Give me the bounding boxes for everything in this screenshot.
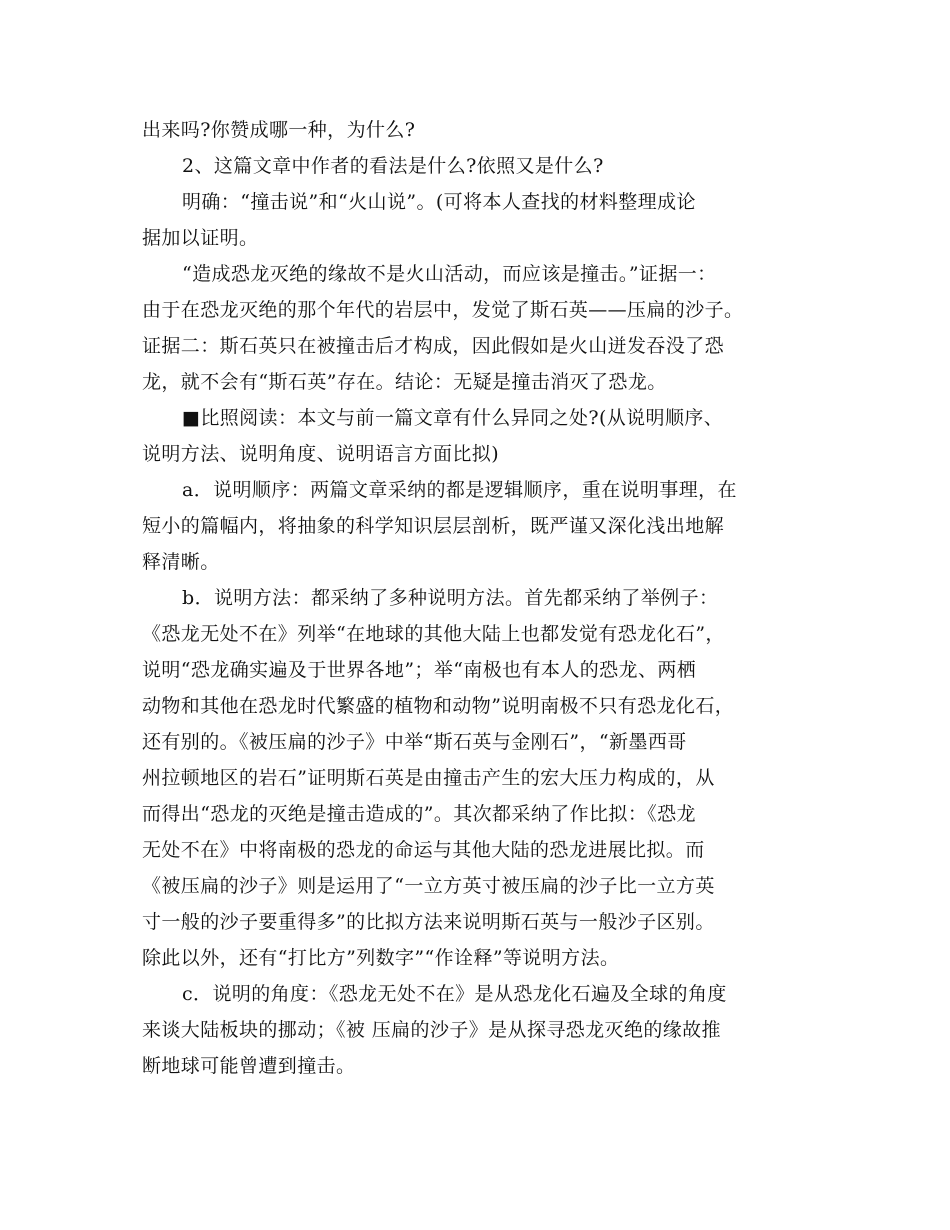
text-line: “造成恐龙灭绝的缘故不是火山活动，而应该是撞击。”证据一： (182, 263, 717, 285)
text-line: b．说明方法：都采纳了多种说明方法。首先都采纳了举例子： (182, 587, 719, 609)
text-line: 《被压扁的沙子》则是运用了“一立方英寸被压扁的沙子比一立方英 (142, 875, 715, 897)
text-line: 据加以证明。 (142, 227, 259, 249)
text-line: 断地球可能曾遭到撞击。 (142, 1055, 356, 1077)
text-line: 释清晰。 (142, 551, 220, 573)
text-line: 州拉顿地区的岩石”证明斯石英是由撞击产生的宏大压力构成的，从 (142, 767, 715, 789)
text-line: 由于在恐龙灭绝的那个年代的岩层中，发觉了斯石英——压扁的沙子。 (142, 299, 744, 321)
text-line: 《恐龙无处不在》列举“在地球的其他大陆上也都发觉有恐龙化石”， (142, 623, 725, 645)
text-line: 短小的篇幅内，将抽象的科学知识层层剖析，既严谨又深化浅出地解 (142, 515, 725, 537)
text-line: 寸一般的沙子要重得多”的比拟方法来说明斯石英与一般沙子区别。 (142, 911, 715, 933)
text-line: 说明方法、说明角度、说明语言方面比拟) (142, 443, 500, 465)
text-line: ■比照阅读：本文与前一篇文章有什么异同之处?(从说明顺序、 (182, 407, 724, 429)
text-line: 龙，就不会有“斯石英”存在。结论：无疑是撞击消灭了恐龙。 (142, 371, 667, 393)
text-line: 无处不在》中将南极的恐龙的命运与其他大陆的恐龙进展比拟。而 (142, 839, 705, 861)
document-body (142, 112, 822, 1084)
text-line: 说明“恐龙确实遍及于世界各地”；举“南极也有本人的恐龙、两栖 (142, 659, 697, 681)
text-line: 来谈大陆板块的挪动；《被 压扁的沙子》是从探寻恐龙灭绝的缘故推 (142, 1019, 721, 1041)
text-line: 出来吗?你赞成哪一种，为什么? (142, 119, 416, 141)
text-line: a．说明顺序：两篇文章采纳的都是逻辑顺序，重在说明事理，在 (182, 479, 737, 501)
text-line: c．说明的角度：《恐龙无处不在》是从恐龙化石遍及全球的角度 (182, 983, 727, 1005)
text-line: 2、这篇文章中作者的看法是什么?依照又是什么? (182, 155, 604, 177)
text-line: 除此以外，还有“打比方”列数字”“作诠释”等说明方法。 (142, 947, 620, 969)
text-line: 证据二：斯石英只在被撞击后才构成，因此假如是火山迸发吞没了恐 (142, 335, 725, 357)
text-line: 而得出“恐龙的灭绝是撞击造成的”。其次都采纳了作比拟：《恐龙 (142, 803, 696, 825)
text-line: 动物和其他在恐龙时代繁盛的植物和动物”说明南极不只有恐龙化石， (142, 695, 735, 717)
text-line: 明确：“撞击说”和“火山说”。(可将本人查找的材料整理成论 (182, 191, 696, 213)
text-line: 还有别的。《被压扁的沙子》中举“斯石英与金刚石”，“新墨西哥 (142, 731, 687, 753)
